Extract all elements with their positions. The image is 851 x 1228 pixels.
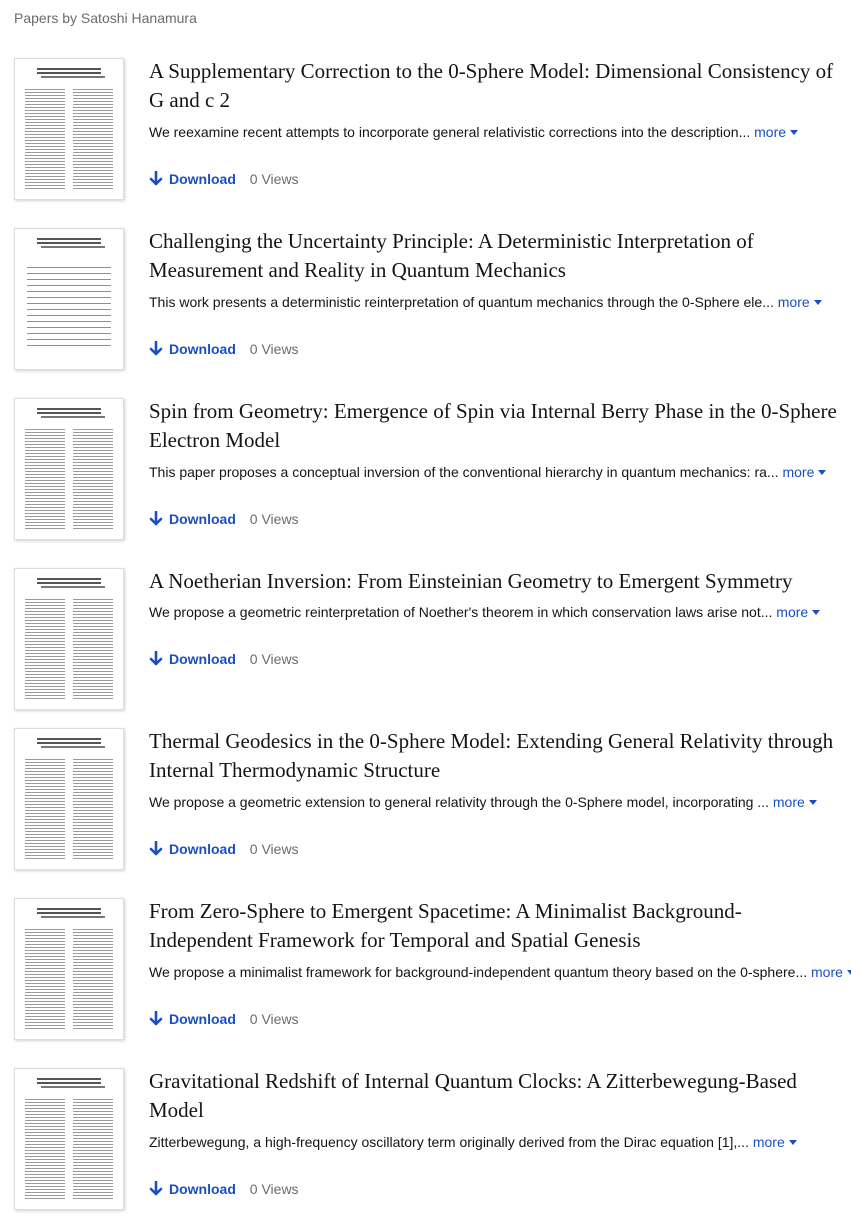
more-label: more [811, 964, 843, 980]
more-label: more [776, 604, 809, 620]
paper-title-link[interactable]: A Noetherian Inversion: From Einsteinian Geometry to Emergent Symmetry [149, 569, 793, 593]
paper-item [0, 1068, 851, 1228]
download-button[interactable] [149, 839, 236, 859]
download-arrow-icon [149, 841, 163, 857]
download-label: Download [169, 1181, 236, 1197]
paper-title-link[interactable]: A Supplementary Correction to the 0-Sphere Model: Dimensional Consistency of G and c 2 [149, 59, 834, 112]
paper-abstract [149, 292, 839, 312]
view-count: 0 Views [249, 511, 299, 527]
paper-thumbnail[interactable] [14, 228, 124, 370]
view-count: 0 Views [249, 841, 299, 857]
abstract-text: This paper proposes a conceptual inversion of the conventional hierarchy in quantum mechanics: ra... [149, 464, 779, 480]
paper-title-link[interactable]: Gravitational Redshift of Internal Quantum Clocks: A Zitterbewegung-Based Model [149, 1069, 797, 1122]
paper-abstract [149, 962, 843, 982]
more-button[interactable] [778, 294, 822, 310]
paper-item [0, 58, 851, 218]
paper-abstract [149, 122, 839, 142]
section-header: Papers by Satoshi Hanamura [14, 10, 197, 26]
paper-thumbnail[interactable] [14, 1068, 124, 1210]
paper-actions [149, 839, 299, 859]
view-count: 0 Views [249, 341, 299, 357]
paper-abstract [149, 462, 839, 482]
caret-down-icon [847, 970, 851, 975]
more-button[interactable] [753, 1134, 797, 1150]
download-arrow-icon [149, 1181, 163, 1197]
more-button[interactable] [754, 124, 798, 140]
download-label: Download [169, 1011, 236, 1027]
download-button[interactable] [149, 169, 236, 189]
paper-actions [149, 1179, 299, 1199]
abstract-text: Zitterbewegung, a high-frequency oscillatory term originally derived from the Dirac equation [1],... [149, 1134, 749, 1150]
download-arrow-icon [149, 651, 163, 667]
view-count: 0 Views [249, 171, 299, 187]
download-label: Download [169, 341, 236, 357]
paper-thumbnail[interactable] [14, 58, 124, 200]
caret-down-icon [790, 130, 798, 135]
view-count: 0 Views [249, 1011, 299, 1027]
download-button[interactable] [149, 1009, 236, 1029]
more-button[interactable] [776, 604, 820, 620]
more-label: more [782, 464, 815, 480]
download-button[interactable] [149, 649, 236, 669]
download-label: Download [169, 651, 236, 667]
download-arrow-icon [149, 341, 163, 357]
more-button[interactable] [773, 794, 817, 810]
caret-down-icon [789, 1140, 797, 1145]
caret-down-icon [809, 800, 817, 805]
paper-thumbnail[interactable] [14, 728, 124, 870]
abstract-text: We reexamine recent attempts to incorporate general relativistic corrections into the description... [149, 124, 751, 140]
paper-title-link[interactable]: Challenging the Uncertainty Principle: A Deterministic Interpretation of Measurement and Reality in Quantum Mechanics [149, 229, 754, 282]
view-count: 0 Views [249, 1181, 299, 1197]
paper-thumbnail[interactable] [14, 398, 124, 540]
download-button[interactable] [149, 509, 236, 529]
paper-abstract [149, 602, 839, 622]
paper-actions [149, 649, 299, 669]
download-label: Download [169, 171, 236, 187]
paper-actions [149, 1009, 299, 1029]
abstract-text: We propose a geometric extension to general relativity through the 0-Sphere model, incorporating ... [149, 794, 769, 810]
more-label: more [754, 124, 787, 140]
more-label: more [777, 294, 810, 310]
download-arrow-icon [149, 1011, 163, 1027]
more-button[interactable] [782, 464, 826, 480]
more-label: more [752, 1134, 785, 1150]
paper-abstract [149, 792, 839, 812]
caret-down-icon [814, 300, 822, 305]
download-arrow-icon [149, 171, 163, 187]
paper-item [0, 728, 851, 888]
download-label: Download [169, 841, 236, 857]
view-count: 0 Views [249, 651, 299, 667]
abstract-text: This work presents a deterministic reinterpretation of quantum mechanics through the 0-Sphere ele... [149, 294, 774, 310]
download-label: Download [169, 511, 236, 527]
caret-down-icon [818, 470, 826, 475]
paper-item [0, 398, 851, 558]
abstract-text: We propose a geometric reinterpretation of Noether's theorem in which conservation laws arise not... [149, 604, 773, 620]
abstract-text: We propose a minimalist framework for background-independent quantum theory based on the 0-sphere... [149, 964, 808, 980]
caret-down-icon [812, 610, 820, 615]
download-button[interactable] [149, 1179, 236, 1199]
paper-thumbnail[interactable] [14, 898, 124, 1040]
download-arrow-icon [149, 511, 163, 527]
paper-item [0, 228, 851, 388]
paper-title-link[interactable]: Spin from Geometry: Emergence of Spin via Internal Berry Phase in the 0-Sphere Electron Model [149, 399, 837, 452]
paper-actions [149, 339, 299, 359]
paper-abstract [149, 1132, 839, 1152]
paper-thumbnail[interactable] [14, 568, 124, 710]
paper-item [0, 898, 851, 1058]
paper-actions [149, 509, 299, 529]
paper-item [0, 568, 851, 728]
more-button[interactable] [811, 964, 851, 980]
paper-title-link[interactable]: Thermal Geodesics in the 0-Sphere Model: Extending General Relativity through Internal Thermodynamic Structure [149, 729, 834, 782]
download-button[interactable] [149, 339, 236, 359]
more-label: more [772, 794, 805, 810]
paper-actions [149, 169, 299, 189]
paper-title-link[interactable]: From Zero-Sphere to Emergent Spacetime: A Minimalist Background-Independent Framework for Temporal and Spatial Genesis [149, 899, 742, 952]
